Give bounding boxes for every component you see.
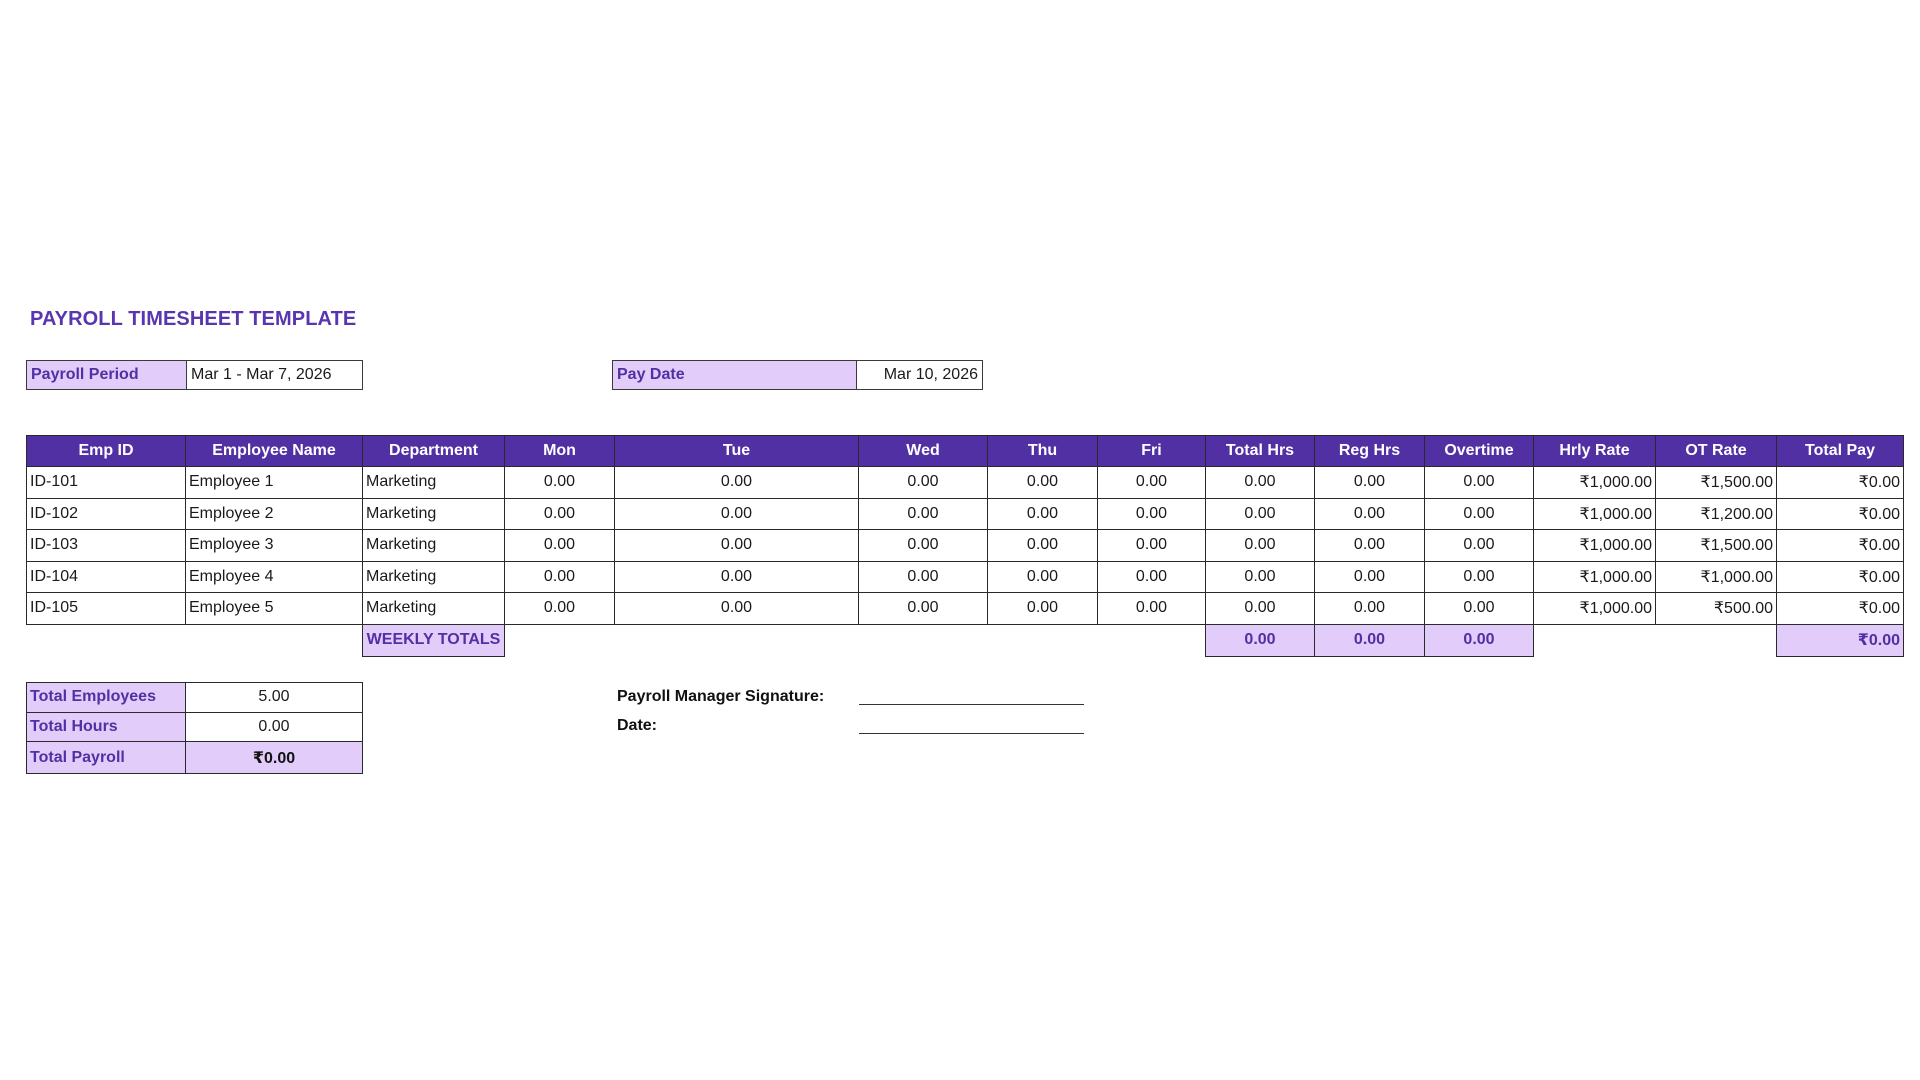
cell-wed[interactable]: 0.00 [859,498,988,530]
cell-total-hrs[interactable]: 0.00 [1206,467,1315,499]
col-header-thu[interactable]: Thu [988,436,1098,467]
cell-overtime[interactable]: 0.00 [1425,530,1534,562]
table-row [27,561,1904,593]
empty-cell [27,624,186,656]
cell-mon[interactable]: 0.00 [505,530,615,562]
cell-thu[interactable]: 0.00 [988,467,1098,499]
cell-ot-rate[interactable]: ₹1,200.00 [1656,498,1777,530]
table-row [27,530,1904,562]
cell-tue[interactable]: 0.00 [615,561,859,593]
cell-reg-hrs[interactable]: 0.00 [1315,498,1425,530]
empty-cell [186,624,363,656]
cell-reg-hrs[interactable]: 0.00 [1315,530,1425,562]
empty-cell [615,624,859,656]
col-header-fri[interactable]: Fri [1098,436,1206,467]
total-hours-label: Total Hours [27,712,186,742]
cell-thu[interactable]: 0.00 [988,561,1098,593]
cell-emp-id[interactable]: ID-104 [27,561,186,593]
timesheet-table [26,435,1904,657]
cell-mon[interactable]: 0.00 [505,593,615,625]
cell-tue[interactable]: 0.00 [615,593,859,625]
payroll-period-field [26,360,363,390]
col-header-ot-rate[interactable]: OT Rate [1656,436,1777,467]
cell-employee-name[interactable]: Employee 1 [186,467,363,499]
cell-employee-name[interactable]: Employee 4 [186,561,363,593]
weekly-total-pay: ₹0.00 [1777,624,1904,656]
cell-emp-id[interactable]: ID-103 [27,530,186,562]
pay-date-label: Pay Date [613,361,857,389]
summary-row-total-payroll [27,742,363,774]
summary-row-total-employees [27,683,363,713]
cell-thu[interactable]: 0.00 [988,593,1098,625]
cell-ot-rate[interactable]: ₹1,000.00 [1656,561,1777,593]
cell-ot-rate[interactable]: ₹500.00 [1656,593,1777,625]
col-header-mon[interactable]: Mon [505,436,615,467]
cell-fri[interactable]: 0.00 [1098,561,1206,593]
cell-total-pay[interactable]: ₹0.00 [1777,561,1904,593]
signature-date-line[interactable] [859,733,1084,734]
cell-tue[interactable]: 0.00 [615,498,859,530]
cell-hrly-rate[interactable]: ₹1,000.00 [1534,561,1656,593]
cell-fri[interactable]: 0.00 [1098,530,1206,562]
cell-mon[interactable]: 0.00 [505,467,615,499]
summary-table [26,682,363,774]
empty-cell [1534,624,1656,656]
weekly-reg-hrs: 0.00 [1315,624,1425,656]
col-header-employee-name[interactable]: Employee Name [186,436,363,467]
cell-tue[interactable]: 0.00 [615,467,859,499]
empty-cell [859,624,988,656]
cell-hrly-rate[interactable]: ₹1,000.00 [1534,498,1656,530]
col-header-tue[interactable]: Tue [615,436,859,467]
signature-date-label: Date: [617,717,658,734]
total-hours-value[interactable]: 0.00 [186,712,363,742]
cell-department[interactable]: Marketing [363,467,505,499]
empty-cell [1656,624,1777,656]
table-row [27,498,1904,530]
payroll-period-value[interactable]: Mar 1 - Mar 7, 2026 [187,361,362,389]
cell-total-pay[interactable]: ₹0.00 [1777,498,1904,530]
empty-cell [988,624,1098,656]
cell-ot-rate[interactable]: ₹1,500.00 [1656,530,1777,562]
pay-date-field [612,360,983,390]
col-header-total-hrs[interactable]: Total Hrs [1206,436,1315,467]
cell-total-hrs[interactable]: 0.00 [1206,498,1315,530]
cell-wed[interactable]: 0.00 [859,561,988,593]
col-header-hrly-rate[interactable]: Hrly Rate [1534,436,1656,467]
cell-emp-id[interactable]: ID-101 [27,467,186,499]
weekly-overtime: 0.00 [1425,624,1534,656]
cell-department[interactable]: Marketing [363,530,505,562]
payroll-period-label: Payroll Period [27,361,187,389]
col-header-emp-id[interactable]: Emp ID [27,436,186,467]
cell-overtime[interactable]: 0.00 [1425,498,1534,530]
cell-total-hrs[interactable]: 0.00 [1206,593,1315,625]
cell-mon[interactable]: 0.00 [505,561,615,593]
pay-date-value[interactable]: Mar 10, 2026 [857,361,982,389]
table-row [27,467,1904,499]
summary-row-total-hours [27,712,363,742]
col-header-overtime[interactable]: Overtime [1425,436,1534,467]
col-header-total-pay[interactable]: Total Pay [1777,436,1904,467]
cell-thu[interactable]: 0.00 [988,498,1098,530]
empty-cell [505,624,615,656]
cell-emp-id[interactable]: ID-102 [27,498,186,530]
total-employees-value[interactable]: 5.00 [186,683,363,713]
cell-wed[interactable]: 0.00 [859,467,988,499]
cell-reg-hrs[interactable]: 0.00 [1315,593,1425,625]
table-header-row [27,436,1904,467]
cell-thu[interactable]: 0.00 [988,530,1098,562]
manager-signature-line[interactable] [859,704,1084,705]
table-row [27,593,1904,625]
cell-ot-rate[interactable]: ₹1,500.00 [1656,467,1777,499]
cell-total-pay[interactable]: ₹0.00 [1777,530,1904,562]
cell-employee-name[interactable]: Employee 5 [186,593,363,625]
cell-fri[interactable]: 0.00 [1098,467,1206,499]
cell-fri[interactable]: 0.00 [1098,498,1206,530]
weekly-totals-row [27,624,1904,656]
total-payroll-label: Total Payroll [27,742,186,774]
cell-emp-id[interactable]: ID-105 [27,593,186,625]
cell-department[interactable]: Marketing [363,593,505,625]
cell-overtime[interactable]: 0.00 [1425,467,1534,499]
cell-tue[interactable]: 0.00 [615,530,859,562]
cell-hrly-rate[interactable]: ₹1,000.00 [1534,593,1656,625]
empty-cell [1098,624,1206,656]
col-header-reg-hrs[interactable]: Reg Hrs [1315,436,1425,467]
cell-employee-name[interactable]: Employee 3 [186,530,363,562]
total-payroll-value[interactable]: ₹0.00 [186,742,363,774]
total-employees-label: Total Employees [27,683,186,713]
cell-hrly-rate[interactable]: ₹1,000.00 [1534,467,1656,499]
cell-total-hrs[interactable]: 0.00 [1206,530,1315,562]
cell-mon[interactable]: 0.00 [505,498,615,530]
page-title: PAYROLL TIMESHEET TEMPLATE [30,308,357,330]
cell-wed[interactable]: 0.00 [859,593,988,625]
cell-reg-hrs[interactable]: 0.00 [1315,467,1425,499]
cell-overtime[interactable]: 0.00 [1425,561,1534,593]
col-header-wed[interactable]: Wed [859,436,988,467]
cell-reg-hrs[interactable]: 0.00 [1315,561,1425,593]
cell-overtime[interactable]: 0.00 [1425,593,1534,625]
manager-signature-label: Payroll Manager Signature: [617,688,825,705]
cell-total-hrs[interactable]: 0.00 [1206,561,1315,593]
cell-total-pay[interactable]: ₹0.00 [1777,593,1904,625]
cell-total-pay[interactable]: ₹0.00 [1777,467,1904,499]
cell-wed[interactable]: 0.00 [859,530,988,562]
weekly-totals-label: WEEKLY TOTALS [363,624,505,656]
cell-employee-name[interactable]: Employee 2 [186,498,363,530]
cell-department[interactable]: Marketing [363,561,505,593]
col-header-department[interactable]: Department [363,436,505,467]
cell-fri[interactable]: 0.00 [1098,593,1206,625]
weekly-total-hrs: 0.00 [1206,624,1315,656]
cell-hrly-rate[interactable]: ₹1,000.00 [1534,530,1656,562]
cell-department[interactable]: Marketing [363,498,505,530]
